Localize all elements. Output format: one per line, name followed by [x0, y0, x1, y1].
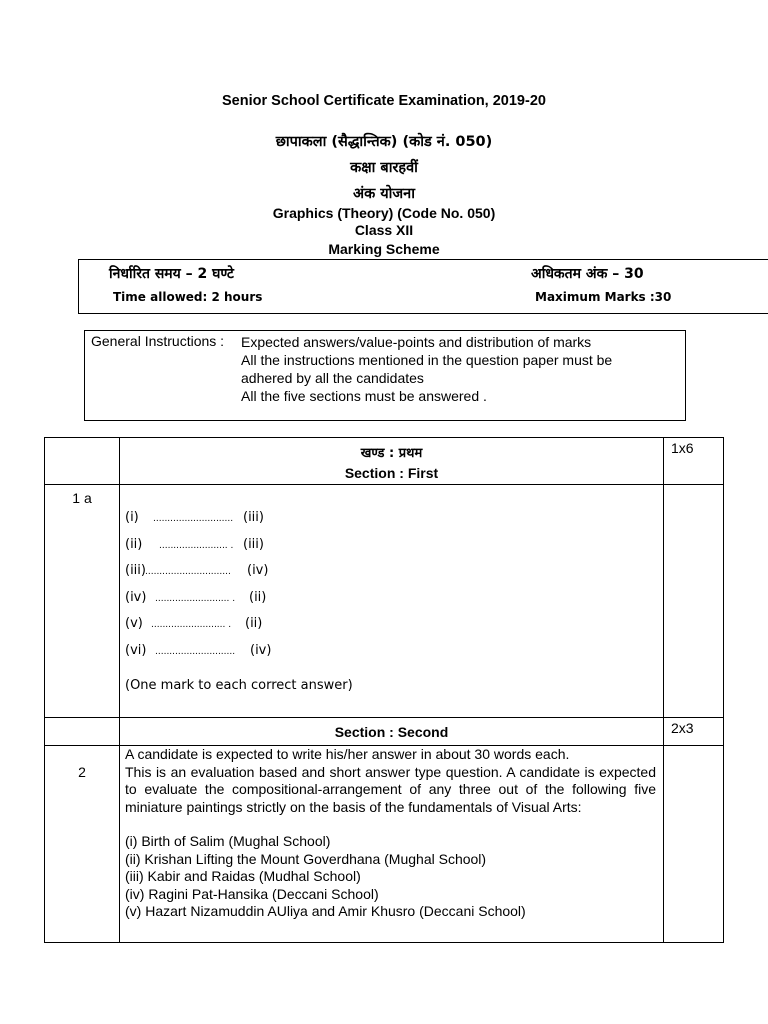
answer-dots: .......................... .	[151, 620, 232, 630]
question-2-line: A candidate is expected to write his/her answer in about 30 words each.	[125, 746, 570, 762]
hindi-time-allowed: निर्धारित समय – 2 घण्टे	[109, 266, 234, 282]
answer-value: (ii)	[249, 589, 267, 605]
instructions-lines	[241, 333, 661, 405]
hindi-max-marks: अधिकतम अंक – 30	[531, 266, 644, 282]
max-marks: Maximum Marks :30	[535, 290, 672, 304]
class-title: Class XII	[354, 222, 414, 238]
question-1a-row	[45, 485, 724, 718]
instruction-line: adhered by all the candidates	[241, 370, 424, 386]
instructions-label: General Instructions :	[91, 333, 225, 349]
section-first-marks: 1x6	[664, 438, 724, 485]
section-second-marks: 2x3	[664, 718, 724, 746]
general-instructions-box	[84, 330, 686, 421]
answer-item	[120, 505, 663, 532]
answer-value: (ii)	[245, 616, 263, 631]
hindi-scheme-title: अंक योजना	[353, 186, 415, 202]
section-second-title: Section : Second	[334, 724, 449, 740]
scheme-title: Marking Scheme	[328, 241, 440, 257]
answer-dots: .......................... .	[155, 593, 236, 604]
answer-item	[120, 638, 663, 665]
empty-cell	[45, 718, 120, 746]
question-2-row	[45, 746, 724, 943]
answer-value: (iii)	[243, 536, 264, 552]
answer-roman: (iv)	[125, 589, 147, 605]
painting-item: (v) Hazart Nizamuddin AUliya and Amir Khusro (Deccani School)	[125, 903, 526, 919]
time-allowed: Time allowed: 2 hours	[113, 290, 263, 304]
answer-dots: ..............................	[145, 567, 231, 577]
answer-dots: ........................ .	[159, 540, 234, 551]
question-1a-answers	[120, 485, 664, 718]
painting-item: (ii) Krishan Lifting the Mount Goverdhana (Mughal School)	[125, 850, 487, 867]
instruction-line: All the five sections must be answered .	[241, 388, 487, 404]
question-number: 2	[45, 746, 120, 943]
section-first-header-row	[45, 438, 724, 485]
answer-roman: (ii)	[125, 536, 143, 552]
empty-cell	[45, 438, 120, 485]
question-number: 1 a	[45, 485, 120, 718]
empty-cell	[664, 485, 724, 718]
hindi-class-title: कक्षा बारहवीं	[350, 160, 418, 176]
answer-item	[120, 611, 663, 638]
answer-value: (iii)	[243, 510, 264, 525]
answer-roman: (i)	[125, 510, 139, 525]
question-2-line: This is an evaluation based and short answer type question. A candidate is expected to evaluate the compositional-arrangement of any three out of the following five miniature paintings strictly on the basis of the fundamentals of Visual Arts:	[125, 763, 656, 815]
painting-item: (iv) Ragini Pat-Hansika (Deccani School)	[125, 885, 379, 902]
instruction-line: All the instructions mentioned in the question paper must be	[241, 352, 613, 368]
answer-roman: (iii)	[125, 563, 146, 578]
section-second-heading	[120, 718, 664, 746]
answer-roman: (vi)	[125, 642, 147, 658]
instruction-line: Expected answers/value-points and distribution of marks	[241, 334, 592, 350]
answer-dots: ............................	[153, 514, 234, 524]
subject-title: Graphics (Theory) (Code No. 050)	[272, 205, 496, 221]
hindi-subject-title: छापाकला (सैद्धान्तिक) (कोड नं. 050)	[275, 134, 493, 150]
time-marks-box	[78, 259, 768, 314]
exam-title: Senior School Certificate Examination, 2019-20	[222, 93, 546, 109]
empty-cell	[664, 746, 724, 943]
answer-item	[120, 532, 663, 559]
section-second-header-row	[45, 718, 724, 746]
answer-value: (iv)	[247, 563, 269, 578]
marking-scheme-table	[44, 437, 724, 943]
answer-dots: ............................	[155, 646, 236, 657]
section-first-title: Section : First	[344, 465, 439, 481]
marking-note: (One mark to each correct answer)	[125, 678, 353, 693]
answer-value: (iv)	[250, 642, 272, 658]
answer-item	[120, 558, 663, 585]
answer-item	[120, 585, 663, 612]
section-first-heading	[120, 438, 664, 485]
painting-item: (i) Birth of Salim (Mughal School)	[125, 833, 331, 849]
answer-roman: (v)	[125, 616, 143, 631]
question-2-text	[120, 746, 664, 943]
painting-item: (iii) Kabir and Raidas (Mudhal School)	[125, 868, 361, 884]
section-first-hindi: खण्ड : प्रथम	[360, 446, 423, 461]
